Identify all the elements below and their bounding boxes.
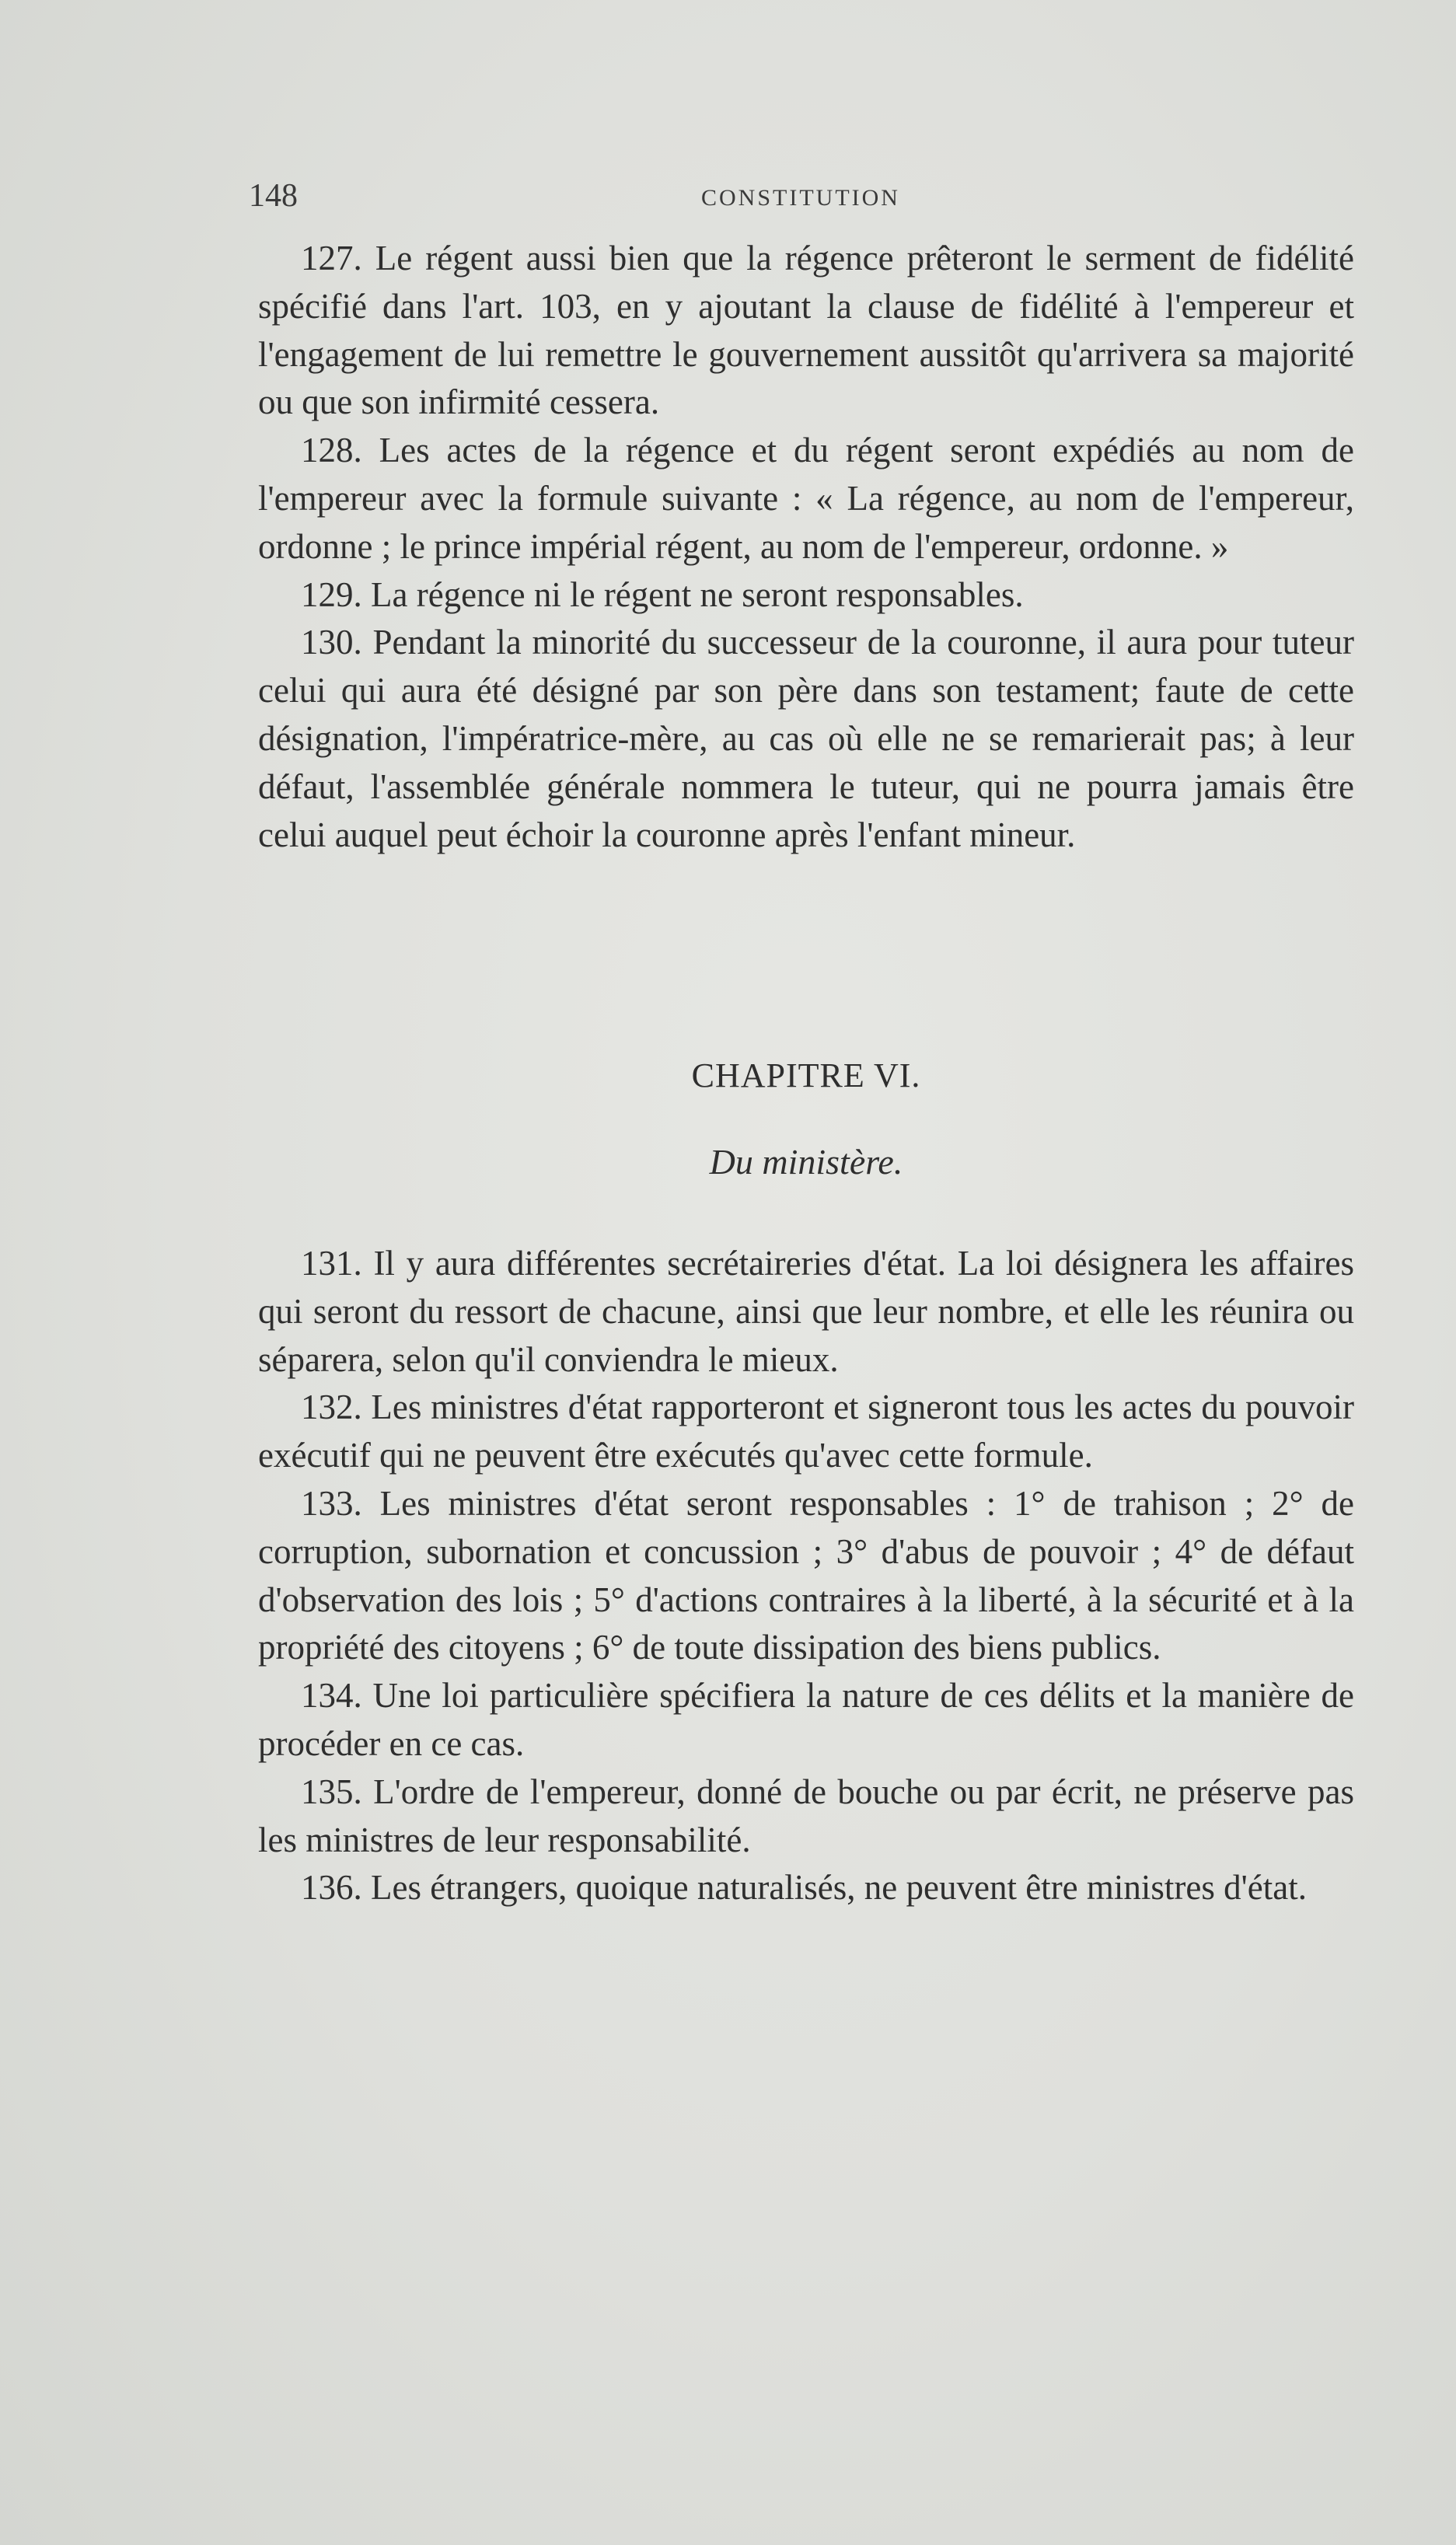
- article-136: 136. Les étrangers, quoique naturalisés, ne peuvent être ministres d'état.: [301, 1868, 1307, 1908]
- chapter-title: CHAPITRE VI.: [691, 1056, 921, 1094]
- articles-127-130: [258, 235, 1354, 859]
- page-number: 148: [249, 178, 298, 214]
- article-133: 133. Les ministres d'état seront responsables : 1° de trahison ; 2° de corruption, subornation et concussion ; 3° d'abus de pouvoir ; 4° de défaut d'observation des lois ; 5° d'actions contraires à la liberté, à la sécurité et à la propriété des citoyens ; 6° de toute dissipation des biens publics.: [258, 1483, 1354, 1667]
- article-134: 134. Une loi particulière spécifiera la nature de ces délits et la manière de procéder en ce cas.: [258, 1676, 1354, 1763]
- article-131: 131. Il y aura différentes secrétaireries d'état. La loi désignera les affaires qui seront du ressort de chacune, ainsi que leur nombre, et elle les réunira ou séparera, selon qu'il conviendra le mieux.: [258, 1244, 1354, 1379]
- articles-131-136: [258, 1240, 1354, 1912]
- article-135: 135. L'ordre de l'empereur, donné de bouche ou par écrit, ne préserve pas les ministres de leur responsabilité.: [258, 1772, 1354, 1859]
- chapter-subtitle: Du ministère.: [709, 1142, 903, 1182]
- running-head: CONSTITUTION: [701, 185, 900, 211]
- article-128: 128. Les actes de la régence et du régent seront expédiés au nom de l'empereur avec la formule suivante : « La régence, au nom de l'empereur, ordonne ; le prince impérial régent, au nom de l'empereur, ordonne. »: [258, 431, 1354, 566]
- article-132: 132. Les ministres d'état rapporteront et signeront tous les actes du pouvoir exécutif qui ne peuvent être exécutés qu'avec cette formule.: [258, 1388, 1354, 1475]
- article-127: 127. Le régent aussi bien que la régence prêteront le serment de fidélité spécifié dans l'art. 103, en y ajoutant la clause de fidélité à l'empereur et l'engagement de lui remettre le gouvernement aussitôt qu'arrivera sa majorité ou que son infirmité cessera.: [258, 239, 1354, 422]
- article-130: 130. Pendant la minorité du successeur de la couronne, il aura pour tuteur celui qui aura été désigné par son père dans son testament; faute de cette désignation, l'impératrice-mère, au cas où elle ne se remarierait pas; à leur défaut, l'assemblée générale nommera le tuteur, qui ne pourra jamais être celui auquel peut échoir la couronne après l'enfant mineur.: [258, 623, 1354, 854]
- page-header: [249, 177, 1353, 224]
- article-129: 129. La régence ni le régent ne seront responsables.: [301, 574, 1024, 614]
